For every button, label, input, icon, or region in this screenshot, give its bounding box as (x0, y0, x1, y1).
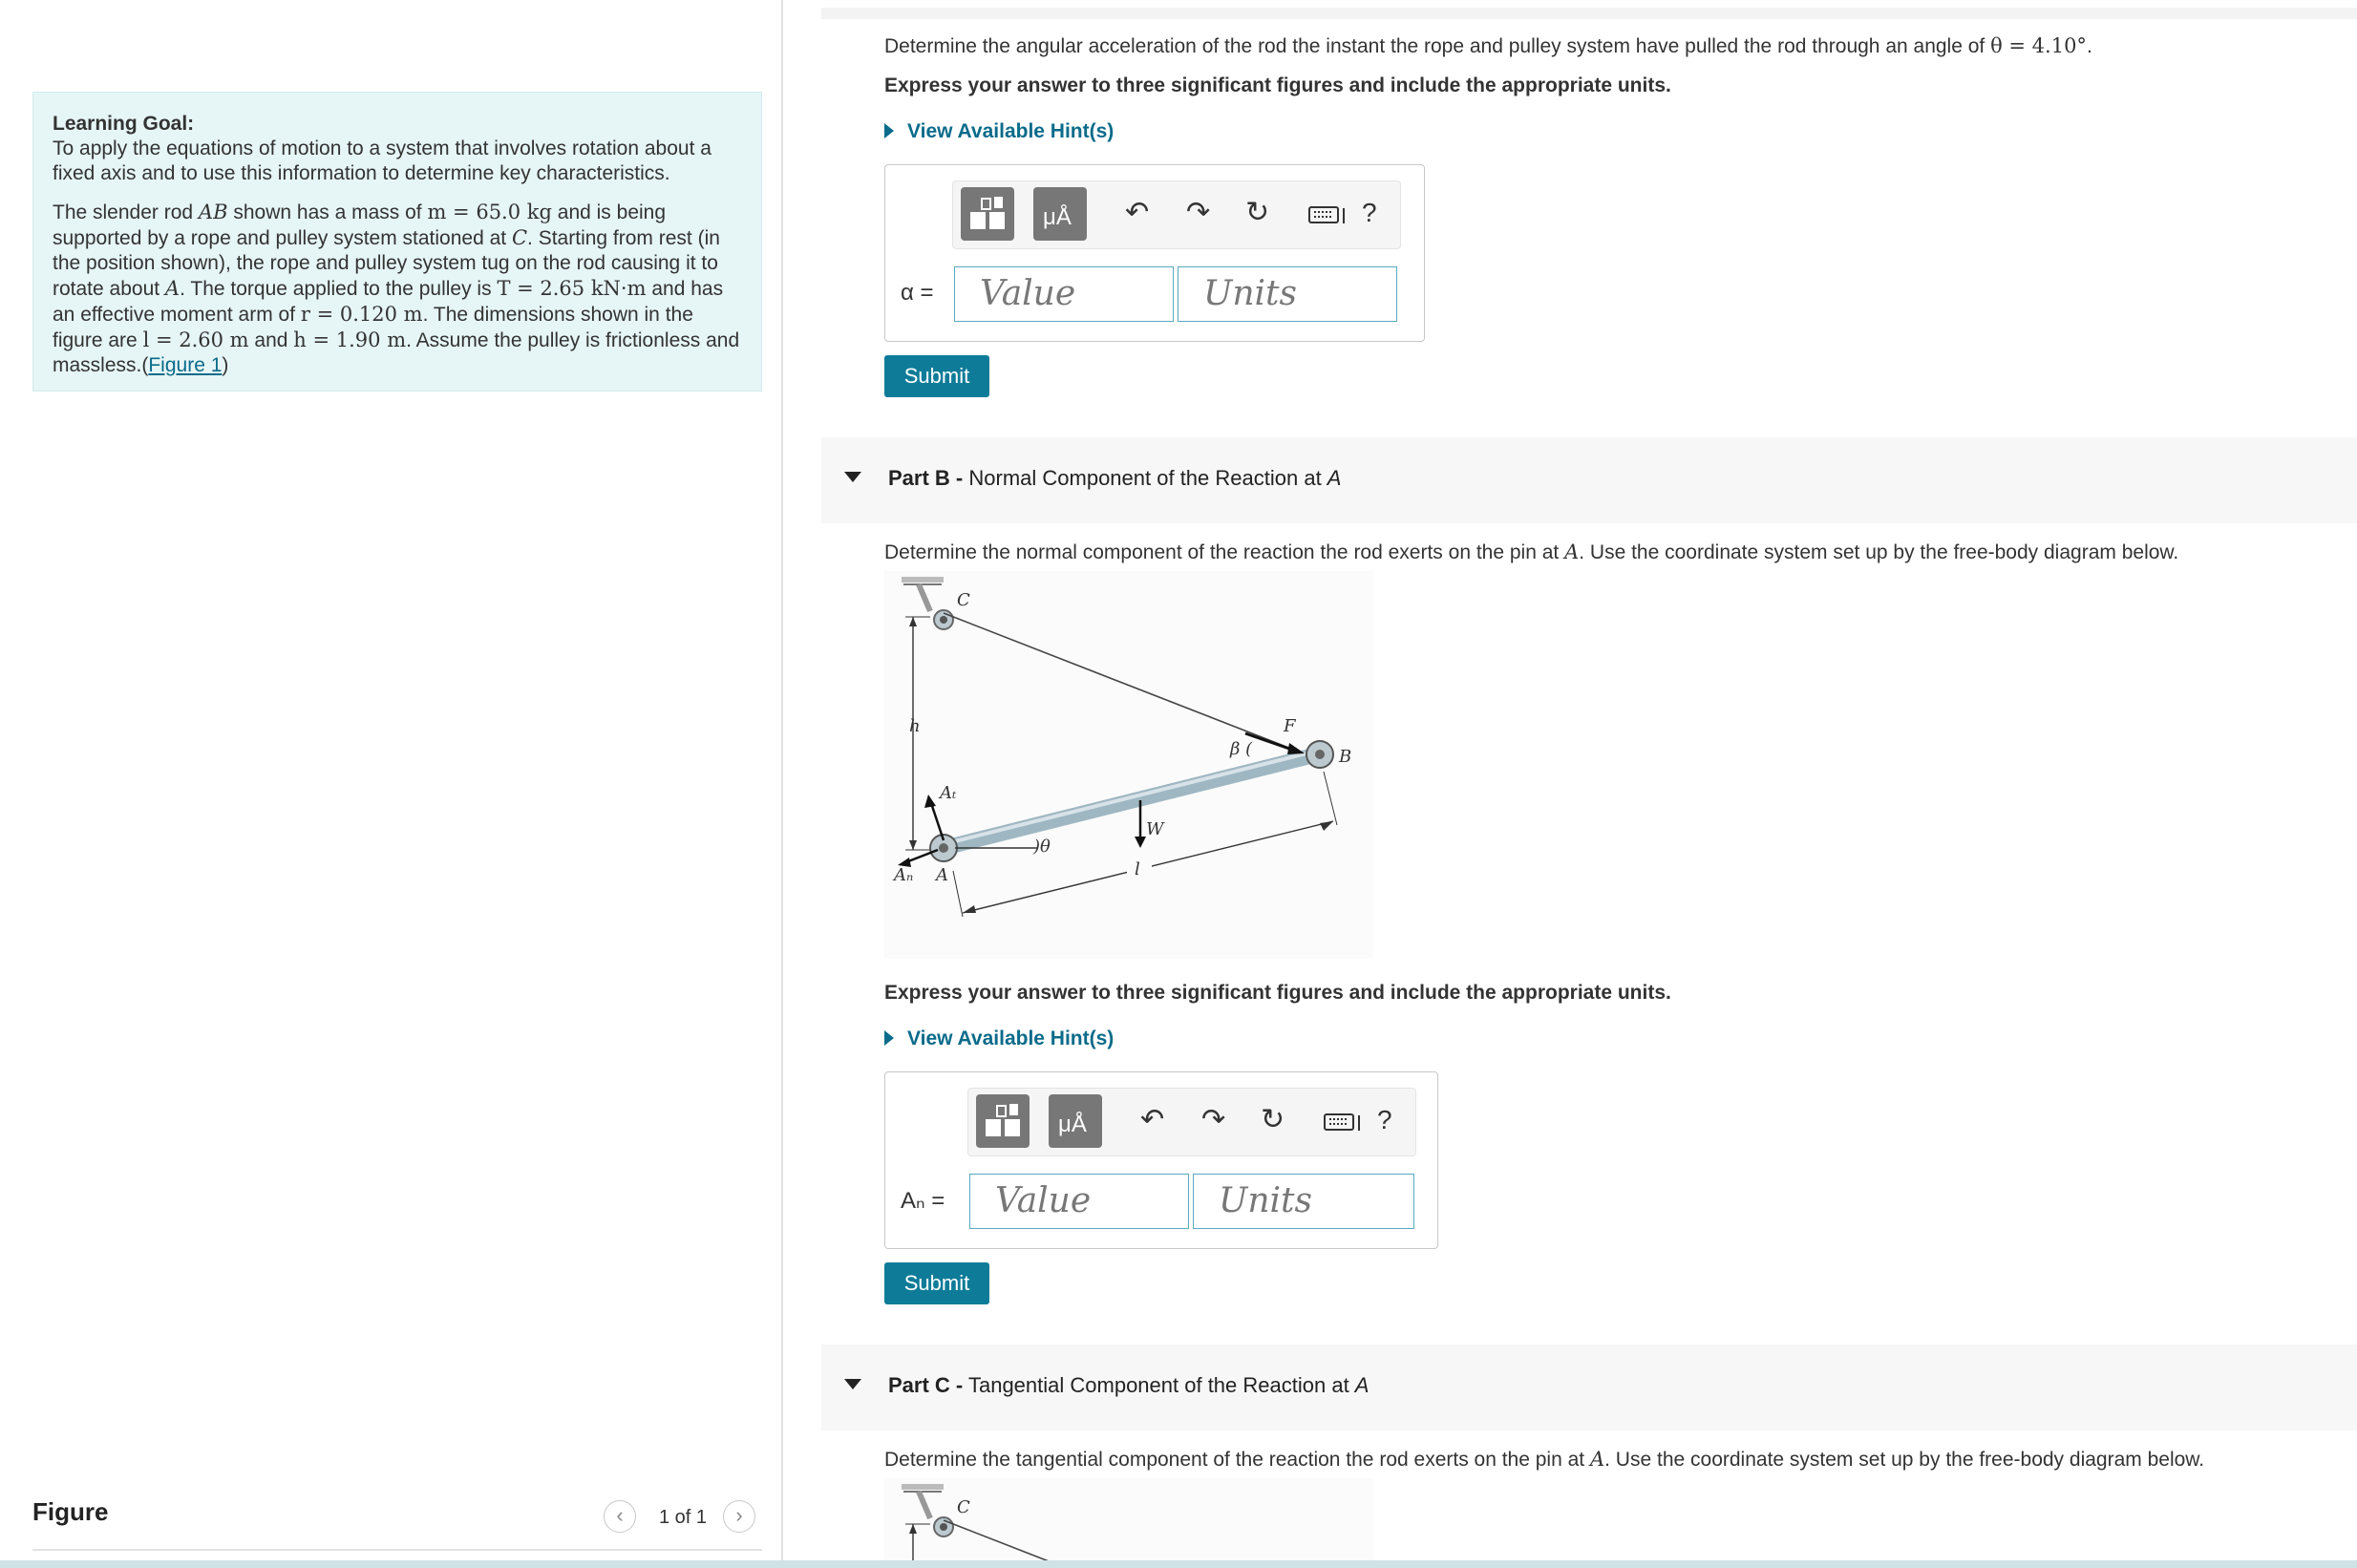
learning-goal-purpose: To apply the equations of motion to a system that involves rotation about a fixed axis and to use this information to determine key characteristics. (53, 138, 711, 184)
part-a-answer-box (884, 164, 1425, 342)
chevron-right-icon[interactable]: › (723, 1500, 755, 1533)
part-b-hint-toggle[interactable]: View Available Hint(s) (884, 1028, 1114, 1050)
undo-icon[interactable]: ↶ (1125, 197, 1150, 228)
part-a-question: Determine the angular acceleration of the rod the instant the rope and pulley system have pulled the rod through an angle of θ = 4.10°. (884, 34, 2092, 57)
templates-icon[interactable] (961, 187, 1014, 241)
caret-right-icon (884, 123, 894, 138)
left-pane (0, 0, 781, 1568)
label-f: F (1284, 716, 1296, 736)
part-b-instruction: Express your answer to three significant figures and include the appropriate units. (884, 982, 1671, 1004)
part-b-toolbar (967, 1088, 1416, 1156)
pane-divider[interactable] (781, 0, 783, 1568)
part-b-answer-box (884, 1071, 1438, 1249)
keyboard-icon[interactable] (1324, 1112, 1362, 1139)
help-icon[interactable]: ? (1377, 1105, 1392, 1134)
part-c-title: Part C - Tangential Component of the Reaction at A (888, 1373, 1370, 1397)
rope (944, 613, 1291, 749)
ceiling-mount (902, 577, 944, 583)
help-icon[interactable]: ? (1362, 198, 1377, 227)
divider-line (32, 1549, 762, 1551)
part-a-toolbar (952, 180, 1401, 249)
part-a-hint-toggle[interactable]: View Available Hint(s) (884, 120, 1114, 143)
part-b-title: Part B - Normal Component of the Reaction at A (888, 466, 1342, 490)
learning-goal-title: Learning Goal: (53, 113, 195, 135)
units-icon[interactable]: μÅ (1033, 187, 1087, 241)
label-at: Aₜ (940, 783, 957, 803)
part-c-question: Determine the tangential component of the reaction the rod exerts on the pin at A. Use the coordinate system set up by the free-body diagram below. (884, 1448, 2205, 1471)
label-l: l (1135, 859, 1140, 879)
figure-pager: 1 of 1 (659, 1507, 708, 1528)
an-units-input[interactable]: Units (1193, 1174, 1414, 1229)
label-c-partial: C (957, 1497, 970, 1517)
label-w: W (1146, 819, 1164, 839)
an-label: Aₙ = (901, 1188, 945, 1214)
chevron-left-icon[interactable]: ‹ (604, 1500, 636, 1533)
rod-ab (944, 754, 1318, 848)
keyboard-icon[interactable] (1308, 204, 1347, 232)
part-b-header[interactable] (821, 437, 2357, 523)
label-beta: β ( (1230, 739, 1253, 759)
label-c: C (957, 590, 970, 610)
bottom-strip (0, 1560, 2357, 1568)
reset-icon[interactable]: ↻ (1261, 1104, 1285, 1135)
free-body-diagram-partial (884, 1478, 1373, 1560)
caret-down-icon (844, 472, 861, 482)
label-theta: )θ (1033, 837, 1051, 857)
alpha-units-input[interactable]: Units (1178, 266, 1397, 322)
alpha-label: α = (901, 280, 934, 306)
label-b: B (1339, 747, 1352, 767)
figure-heading: Figure (32, 1497, 109, 1526)
label-a: A (936, 865, 948, 885)
part-b-submit-button[interactable]: Submit (884, 1262, 989, 1304)
units-icon[interactable]: μÅ (1049, 1094, 1102, 1148)
free-body-diagram (884, 571, 1373, 959)
caret-right-icon (884, 1030, 894, 1046)
part-b-question: Determine the normal component of the reaction the rod exerts on the pin at A. Use the coordinate system set up by the free-body diagram below. (884, 540, 2179, 563)
undo-icon[interactable]: ↶ (1140, 1104, 1165, 1135)
caret-down-icon (844, 1379, 861, 1389)
label-an: Aₙ (894, 865, 914, 885)
part-a-instruction: Express your answer to three significant figures and include the appropriate units. (884, 74, 1671, 96)
problem-description: The slender rod AB shown has a mass of m = 65.0 kg and is being supported by a rope and pulley system stationed at C. Starting from rest (in the position shown), the rope and pulley system tug on the rod causing it to rotate about A. The torque applied to the pulley is T = 2.65 kN·m and has an effective moment arm of r = 0.120 m. The dimensions shown in the figure are l = 2.60 m and h = 1.90 m. Assume the pulley is frictionless and massless.(Figure 1) (53, 201, 740, 376)
an-value-input[interactable]: Value (969, 1174, 1189, 1229)
alpha-value-input[interactable]: Value (954, 266, 1174, 322)
reset-icon[interactable]: ↻ (1245, 197, 1270, 228)
redo-icon[interactable]: ↷ (1201, 1104, 1226, 1135)
part-a-submit-button[interactable]: Submit (884, 355, 989, 397)
learning-goal-box (32, 92, 762, 392)
redo-icon[interactable]: ↷ (1186, 197, 1211, 228)
label-h: h (909, 716, 921, 736)
part-a-header-strip (821, 8, 2357, 19)
figure-1-link[interactable]: Figure 1 (148, 354, 223, 376)
templates-icon[interactable] (976, 1094, 1030, 1148)
part-c-header[interactable] (821, 1345, 2357, 1430)
